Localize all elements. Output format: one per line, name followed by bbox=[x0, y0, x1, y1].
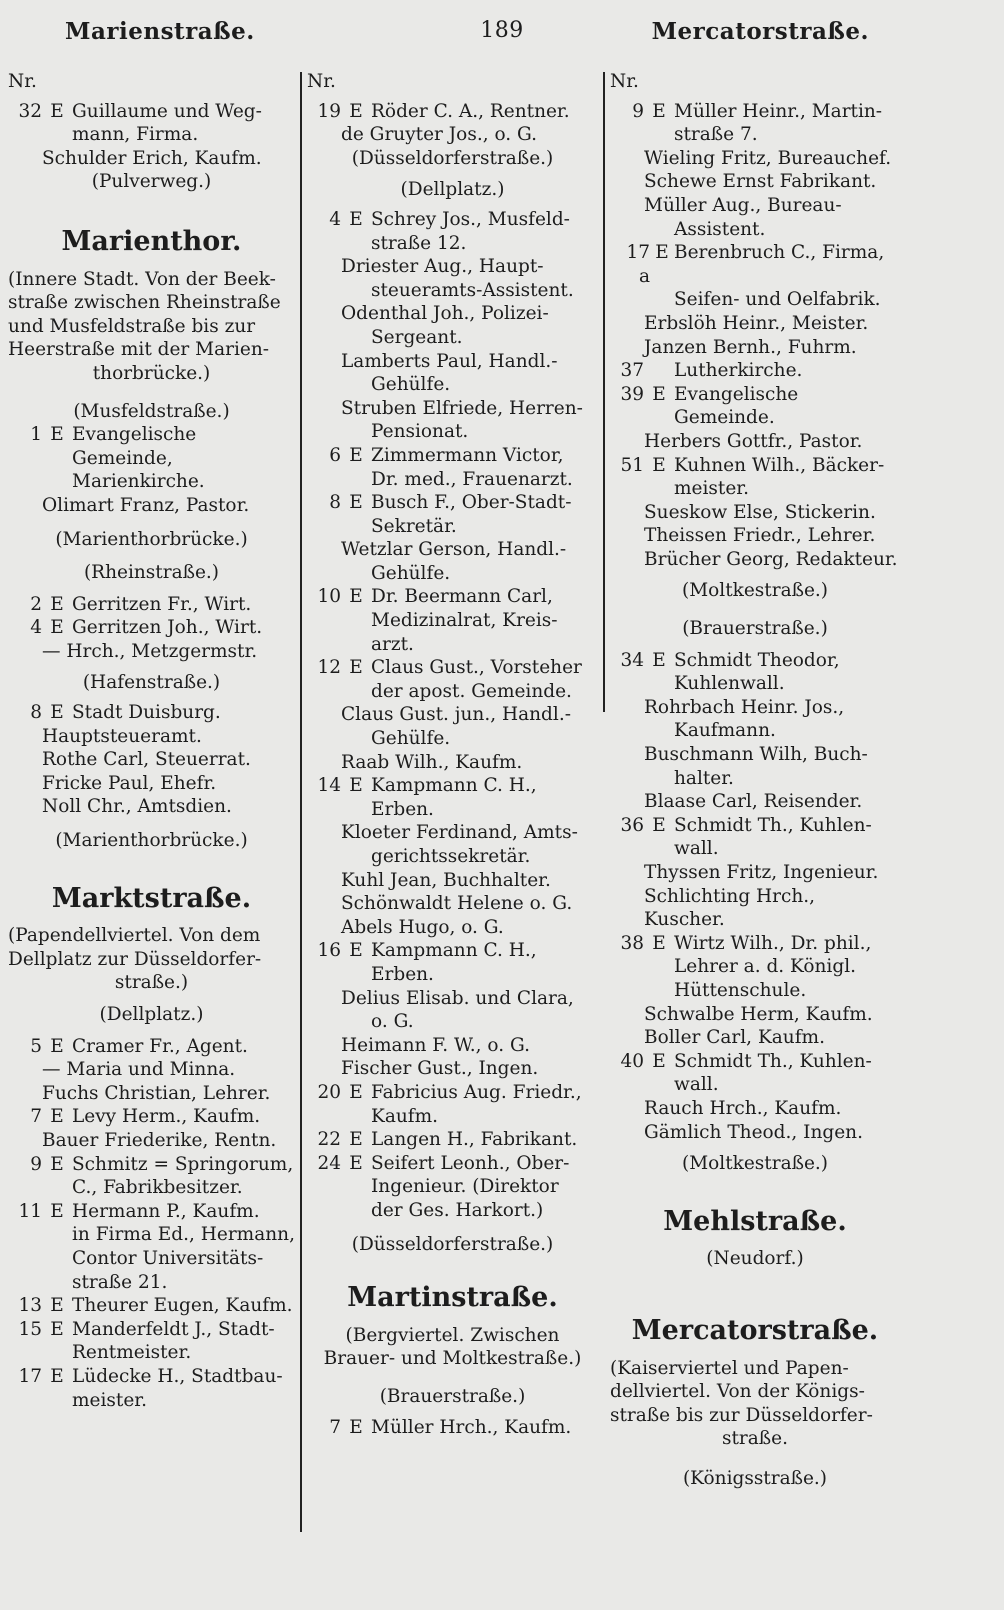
street-description: (Kaiserviertel und Papen- dellviertel. Von der Königs- straße bis zur Düsseldorfer- straße. bbox=[610, 1357, 873, 1450]
entry-line: straße 21. bbox=[72, 1271, 168, 1293]
entry-row: 12 E Claus Gust., Vorsteher bbox=[317, 657, 582, 679]
entry-row: 2 E Gerritzen Fr., Wirt. bbox=[30, 593, 252, 615]
entry-row: 14 E Kampmann C. H., bbox=[317, 775, 537, 797]
entry-line: Hüttenschule. bbox=[674, 979, 807, 1001]
cross-street: (Marienthorbrücke.) bbox=[55, 528, 248, 550]
entry-line: Erben. bbox=[371, 963, 434, 985]
entry-line: Gämlich Theod., Ingen. bbox=[644, 1121, 863, 1143]
entry-line: Rohrbach Heinr. Jos., bbox=[644, 696, 845, 718]
entry-line: Olimart Franz, Pastor. bbox=[42, 494, 250, 516]
entry-line: straße 7. bbox=[674, 124, 758, 146]
running-header-right: Mercatorstraße. bbox=[651, 18, 869, 45]
entry-line: Delius Elisab. und Clara, bbox=[341, 987, 574, 1009]
entry-row: 7 E Müller Hrch., Kaufm. bbox=[329, 1417, 572, 1439]
entry-row: 17 a E Berenbruch C., Firma, bbox=[626, 242, 885, 287]
entry-row: 4 E Gerritzen Joh., Wirt. bbox=[30, 617, 263, 639]
street-title: Marktstraße. bbox=[51, 882, 252, 914]
entry-row: 8 E Busch F., Ober-Stadt- bbox=[329, 492, 572, 514]
cross-street: (Marienthorbrücke.) bbox=[55, 830, 248, 852]
cross-street: (Rheinstraße.) bbox=[83, 562, 220, 584]
entry-line: in Firma Ed., Hermann, bbox=[72, 1224, 295, 1246]
entry-line: Medizinalrat, Kreis- bbox=[371, 610, 558, 632]
cross-street: (Düsseldorferstraße.) bbox=[351, 1233, 554, 1255]
entry-line: Kuhlenwall. bbox=[674, 673, 785, 695]
entry-row: 4 E Schrey Jos., Musfeld- bbox=[329, 208, 570, 230]
street-title: Mehlstraße. bbox=[663, 1205, 847, 1237]
entry-row: 6 E Zimmermann Victor, bbox=[329, 444, 564, 466]
entry-row: 1 E Evangelische Gemeinde, bbox=[30, 424, 197, 469]
entry-line: gerichtssekretär. bbox=[371, 846, 531, 867]
entry-line: Wieling Fritz, Bureauchef. bbox=[644, 147, 892, 169]
entry-line: Rauch Hrch., Kaufm. bbox=[644, 1097, 842, 1119]
entry-line: Sekretär. bbox=[371, 515, 457, 537]
entry-line: Erbslöh Heinr., Meister. bbox=[644, 312, 869, 334]
entry-line: Fricke Paul, Ehefr. bbox=[42, 772, 217, 794]
entry-row: 5 E Cramer Fr., Agent. bbox=[30, 1035, 248, 1057]
entry-line: Kloeter Ferdinand, Amts- bbox=[341, 822, 578, 844]
entry-row: 36 E Schmidt Th., Kuhlen- bbox=[620, 814, 872, 836]
entry-row: 38 E Wirtz Wilh., Dr. phil., bbox=[620, 932, 872, 954]
entry-row: 39 E Evangelische Gemeinde. bbox=[620, 383, 799, 429]
entry-line: meister. bbox=[72, 1389, 147, 1411]
entry-line: Kuhl Jean, Buchhalter. bbox=[341, 869, 551, 891]
entry-line: Rothe Carl, Steuerrat. bbox=[42, 749, 251, 771]
entry-line: Thyssen Fritz, Ingenieur. bbox=[644, 862, 879, 883]
street-description: (Papendellviertel. Von dem Dellplatz zur Düsseldorfer- straße.) bbox=[8, 925, 262, 994]
page-number: 189 bbox=[480, 18, 524, 43]
entry-line: der apost. Gemeinde. bbox=[371, 680, 572, 702]
street-description: (Bergviertel. Zwischen Brauer- und Moltkestraße.) bbox=[323, 1324, 582, 1370]
entry-line: meister. bbox=[674, 478, 749, 500]
cross-street: (Düsseldorferstraße.) bbox=[351, 147, 554, 169]
entry-row: 13 E Theurer Eugen, Kaufm. bbox=[18, 1295, 293, 1317]
entry-row: 15 E Manderfeldt J., Stadt- bbox=[18, 1318, 275, 1340]
street-title: Martinstraße. bbox=[347, 1282, 558, 1314]
entry-line: straße 12. bbox=[371, 232, 467, 254]
entry-line: — Hrch., Metzgermstr. bbox=[42, 640, 258, 662]
street-title: Marienthor. bbox=[61, 225, 242, 257]
entry-row: 34 E Schmidt Theodor, bbox=[620, 649, 840, 671]
cross-street: (Neudorf.) bbox=[706, 1248, 804, 1270]
column-1 bbox=[8, 70, 295, 1412]
entry-line: Boller Carl, Kaufm. bbox=[644, 1027, 825, 1049]
entry-line: Lehrer a. d. Königl. bbox=[674, 956, 856, 978]
entry-line: Heimann F. W., o. G. bbox=[341, 1034, 530, 1056]
entry-line: Assistent. bbox=[674, 218, 766, 240]
entry-row: 51 E Kuhnen Wilh., Bäcker- bbox=[620, 454, 885, 476]
cross-street: (Brauerstraße.) bbox=[379, 1385, 526, 1407]
entry-line: Buschmann Wilh, Buch- bbox=[644, 744, 868, 766]
entry-line: Erben. bbox=[371, 798, 434, 820]
nr-label: Nr. bbox=[610, 71, 639, 92]
cross-street: (Moltkestraße.) bbox=[681, 580, 828, 602]
entry-line: Rentmeister. bbox=[72, 1342, 192, 1364]
entry-line: Dr. med., Frauenarzt. bbox=[371, 468, 573, 490]
column-rule-1 bbox=[300, 72, 302, 1532]
entry-line: Gehülfe. bbox=[371, 562, 451, 584]
entry-line: o. G. bbox=[371, 1011, 414, 1033]
entry-line: Odenthal Joh., Polizei- bbox=[341, 303, 549, 325]
cross-street: (Dellplatz.) bbox=[99, 1004, 204, 1025]
column-2 bbox=[307, 70, 598, 1440]
entry-line: Schönwaldt Helene o. G. bbox=[341, 893, 573, 915]
cross-street: (Pulverweg.) bbox=[91, 171, 212, 193]
entry-line: Contor Universitäts- bbox=[72, 1247, 264, 1269]
cross-street: (Musfeldstraße.) bbox=[73, 400, 230, 422]
cross-street: (Moltkestraße.) bbox=[681, 1153, 828, 1175]
street-description: (Innere Stadt. Von der Beek- straße zwischen Rheinstraße und Musfeldstraße bis zur Heerstraße mit der Marien- thorbrücke.) bbox=[8, 268, 281, 384]
entry-row: 9 E Müller Heinr., Martin- bbox=[632, 100, 883, 122]
entry-line: Schewe Ernst Fabrikant. bbox=[644, 171, 877, 193]
entry-line: Raab Wilh., Kaufm. bbox=[341, 751, 523, 773]
entry-row: 9 E Schmitz = Springorum, bbox=[30, 1153, 294, 1175]
entry-row: 24 E Seifert Leonh., Ober- bbox=[317, 1152, 570, 1174]
entry-line: Sueskow Else, Stickerin. bbox=[644, 501, 876, 523]
cross-street: (Königsstraße.) bbox=[682, 1467, 828, 1489]
entry-line: Abels Hugo, o. G. bbox=[341, 916, 504, 938]
entry-line: Müller Aug., Bureau- bbox=[644, 194, 842, 216]
entry-line: Schulder Erich, Kaufm. bbox=[42, 147, 262, 169]
entry-line: Herbers Gottfr., Pastor. bbox=[644, 430, 863, 452]
entry-row: 40 E Schmidt Th., Kuhlen- bbox=[620, 1050, 872, 1072]
entry-line: Marienkirche. bbox=[72, 471, 205, 493]
entry-row: 16 E Kampmann C. H., bbox=[317, 940, 537, 962]
entry-line: Schwalbe Herm, Kaufm. bbox=[644, 1003, 873, 1025]
entry-line: Noll Chr., Amtsdien. bbox=[42, 796, 232, 818]
entry-row: 11 E Hermann P., Kaufm. bbox=[18, 1200, 260, 1222]
entry-line: de Gruyter Jos., o. G. bbox=[341, 124, 538, 146]
nr-label: Nr. bbox=[8, 71, 37, 92]
entry-row: 10 E Dr. Beermann Carl, bbox=[317, 586, 553, 608]
entry-line: Ingenieur. (Direktor bbox=[371, 1176, 559, 1198]
entry-line: Lamberts Paul, Handl.- bbox=[341, 350, 558, 372]
nr-label: Nr. bbox=[307, 71, 336, 92]
entry-line: Driester Aug., Haupt- bbox=[341, 256, 544, 278]
entry-row: 17 E Lüdecke H., Stadtbau- bbox=[18, 1365, 283, 1387]
entry-line: Claus Gust. jun., Handl.- bbox=[341, 704, 571, 726]
entry-line: Blaase Carl, Reisender. bbox=[644, 791, 863, 813]
entry-row: 19 E Röder C. A., Rentner. bbox=[317, 100, 570, 122]
entry-line: wall. bbox=[674, 1074, 719, 1096]
entry-line: Theissen Friedr., Lehrer. bbox=[644, 525, 876, 547]
entry-row: 8 E Stadt Duisburg. bbox=[30, 702, 221, 724]
entry-line: — Maria und Minna. bbox=[42, 1059, 236, 1081]
entry-row: 20 E Fabricius Aug. Friedr., bbox=[317, 1081, 582, 1103]
entry-line: Schlichting Hrch., Kuscher. bbox=[644, 885, 816, 931]
running-header-left: Marienstraße. bbox=[65, 18, 255, 45]
entry-line: Janzen Bernh., Fuhrm. bbox=[644, 336, 857, 358]
entry-line: arzt. bbox=[371, 633, 414, 655]
entry-line: wall. bbox=[674, 838, 719, 860]
entry-line: Brücher Georg, Redakteur. bbox=[644, 548, 898, 570]
entry-line: Sergeant. bbox=[371, 326, 463, 348]
entry-line: Gehülfe. bbox=[371, 374, 451, 396]
entry-line: Gehülfe. bbox=[371, 728, 451, 750]
cross-street: (Hafenstraße.) bbox=[82, 672, 221, 694]
entry-line: steueramts-Assistent. bbox=[371, 279, 574, 301]
entry-line: Wetzlar Gerson, Handl.- bbox=[341, 539, 567, 561]
entry-line: Bauer Friederike, Rentn. bbox=[42, 1129, 277, 1151]
entry-row: 37 Lutherkirche. bbox=[620, 360, 803, 382]
entry-line: Fuchs Christian, Lehrer. bbox=[42, 1082, 271, 1104]
entry-line: Hauptsteueramt. bbox=[42, 725, 202, 747]
entry-row: 22 E Langen H., Fabrikant. bbox=[317, 1129, 578, 1151]
entry-line: Struben Elfriede, Herren- bbox=[341, 397, 583, 419]
entry-line: C., Fabrikbesitzer. bbox=[72, 1177, 243, 1199]
column-3 bbox=[610, 70, 900, 1490]
entry-line: Kaufmann. bbox=[674, 720, 776, 742]
cross-street: (Brauerstraße.) bbox=[682, 618, 828, 640]
entry-row: 32 E Guillaume und Weg- bbox=[18, 100, 262, 122]
entry-line: Seifen- und Oelfabrik. bbox=[674, 289, 881, 311]
entry-line: Pensionat. bbox=[371, 421, 469, 443]
entry-line: mann, Firma. bbox=[72, 124, 199, 146]
entry-line: halter. bbox=[674, 767, 734, 789]
column-rule-2 bbox=[603, 72, 605, 712]
cross-street: (Dellplatz.) bbox=[400, 179, 505, 201]
street-title: Mercatorstraße. bbox=[631, 1314, 879, 1346]
entry-line: Fischer Gust., Ingen. bbox=[341, 1058, 539, 1080]
entry-line: der Ges. Harkort.) bbox=[371, 1199, 544, 1221]
entry-row: 7 E Levy Herm., Kaufm. bbox=[30, 1106, 261, 1128]
entry-line: Kaufm. bbox=[371, 1105, 439, 1127]
